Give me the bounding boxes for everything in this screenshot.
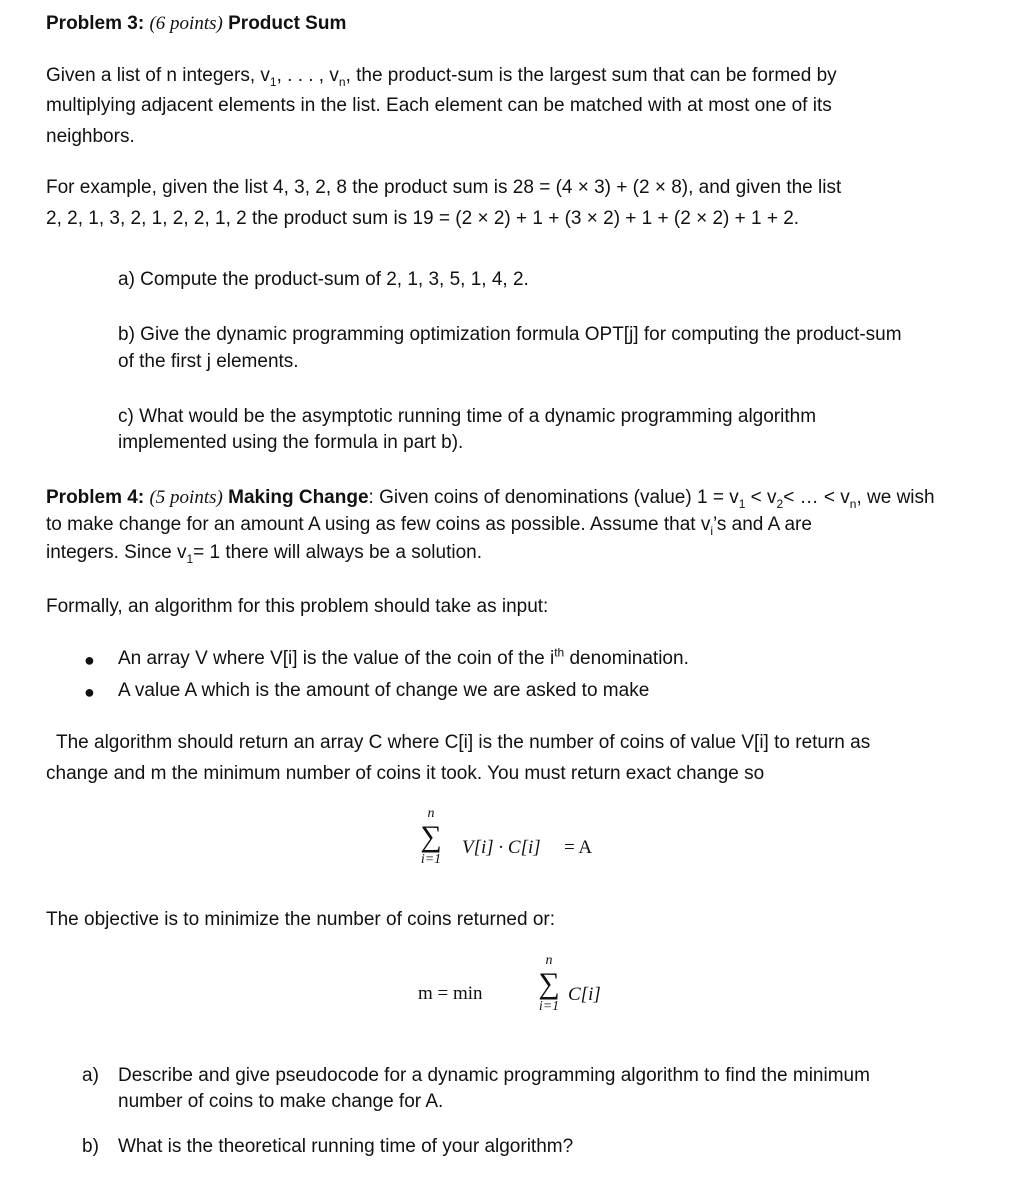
formula1-rhs: = A [564, 837, 593, 858]
problem4-line1: Problem 4: (5 points) Making Change: Given coins of denominations (value) $1 = v_1 < v_2<$ … < $v_n$, we wish [46, 487, 935, 511]
problem4-question-a-line1: Describe and give pseudocode for a dynamic programming algorithm to find the minimum [118, 1065, 870, 1086]
problem3-intro-line2: multiplying adjacent elements in the list. Each element can be matched with at most one of its [46, 95, 832, 116]
problem3-intro-line3: neighbors. [46, 126, 135, 147]
formula2-sum: n ∑ i=1 [534, 953, 564, 1015]
problem4-question-b: What is the theoretical running time of your algorithm? [118, 1136, 574, 1157]
problem4-label: Problem 4: [46, 487, 145, 508]
problem3-question-b-line1: b) Give the dynamic programming optimization formula OPT[j] for computing the product-sum [118, 324, 902, 345]
formula2-lhs: m = min [418, 983, 483, 1004]
problem4-title: Making Change [228, 487, 369, 508]
problem3-intro-line1: Given a list of n integers, $v_1$, . . . , $v_n$, the product-sum is the largest sum that can be formed by [46, 65, 837, 89]
problem3-example-line1: For example, given the list 4, 3, 2, 8 the product sum is 28 = (4 × 3) + (2 × 8), and given the list [46, 177, 842, 198]
problem4-formally: Formally, an algorithm for this problem should take as input: [46, 596, 549, 617]
problem4-question-a-label: a) [82, 1065, 99, 1086]
problem3-question-c-line1: c) What would be the asymptotic running time of a dynamic programming algorithm [118, 406, 817, 427]
problem4-question-b-label: b) [82, 1136, 99, 1157]
formula1-sum: n ∑ i=1 [416, 806, 446, 868]
problem4-line3: integers. Since $v_1= 1$ there will always be a solution. [46, 542, 483, 566]
problem3-question-c-line2: implemented using the formula in part b). [118, 432, 464, 453]
formula1-body: V[i] · C[i] [462, 837, 541, 858]
sigma-icon: ∑ [538, 967, 560, 1000]
bullet-icon: ● [84, 682, 95, 702]
problem3-question-b-line2: of the first j elements. [118, 351, 299, 372]
problem3-label: Problem 3: [46, 13, 145, 34]
problem4-line2: to make change for an amount A using as few coins as possible. Assume that $v_i’s$ and A are [46, 514, 812, 538]
problem4-question-a-line2: number of coins to make change for A. [118, 1091, 444, 1112]
problem3-heading [46, 12, 346, 36]
problem4-return-line2: change and m the minimum number of coins it took. You must return exact change so [46, 763, 765, 784]
problem3-example-line2: 2, 2, 1, 3, 2, 1, 2, 2, 1, 2 the product sum is 19 = (2 × 2) + 1 + (3 × 2) + 1 + (2 × 2) + 1 + 2. [46, 208, 800, 229]
problem3-title: Product Sum [228, 13, 347, 34]
formula2-body: C[i] [568, 984, 601, 1005]
problem4-points: (5 points) [149, 487, 223, 508]
sigma-icon: ∑ [420, 820, 442, 853]
problem4-return-line1: The algorithm should return an array C where C[i] is the number of coins of value V[i] to return as [56, 732, 871, 753]
problem4-bullet2: A value A which is the amount of change we are asked to make [118, 680, 650, 701]
bullet-icon: ● [84, 650, 95, 670]
problem3-question-a: a) Compute the product-sum of 2, 1, 3, 5, 1, 4, 2. [118, 269, 529, 290]
problem4-objective: The objective is to minimize the number of coins returned or: [46, 909, 556, 930]
problem3-points: (6 points) [149, 13, 223, 34]
problem4-bullet1: An array V where V[i] is the value of the coin of the $i^{th}$ denomination. [118, 645, 689, 669]
